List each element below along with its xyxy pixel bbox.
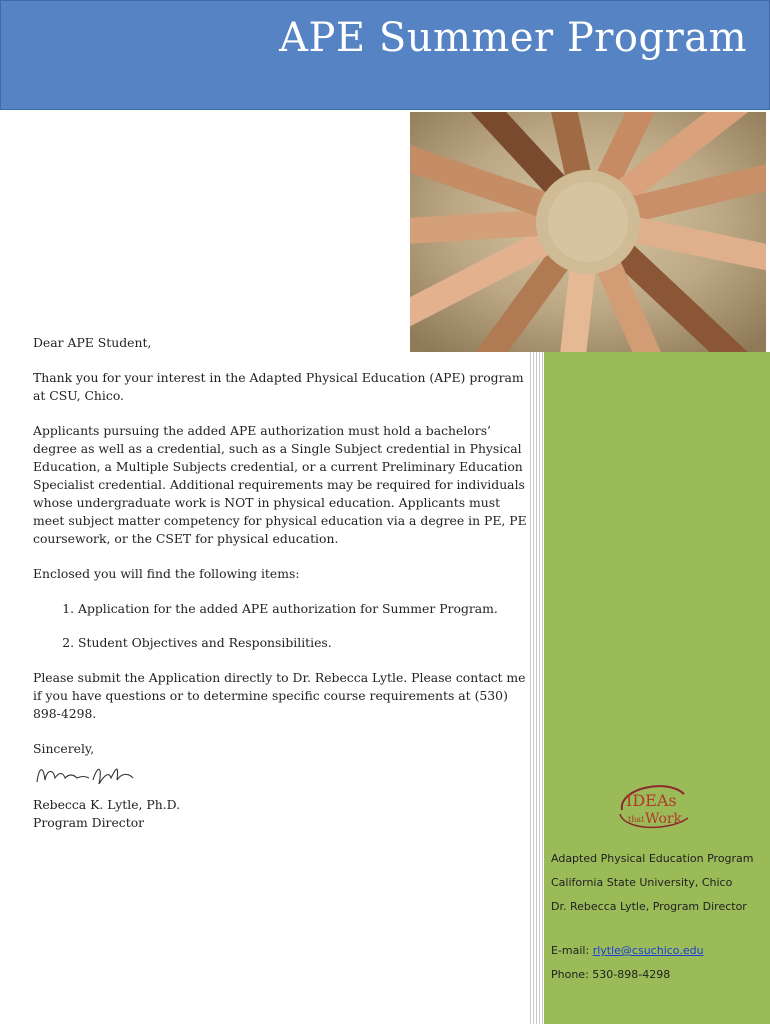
list-item: 1. Application for the added APE authorization for Summer Program. <box>78 600 529 618</box>
logo-line2: Work <box>645 811 683 827</box>
header-banner <box>0 0 770 110</box>
closing: Sincerely, <box>33 741 95 756</box>
ideas-logo-icon <box>608 780 698 832</box>
ideas-that-work-logo <box>608 780 698 832</box>
program-name: Adapted Physical Education Program <box>551 852 754 865</box>
sidebar-divider <box>530 352 544 1024</box>
page-title: APE Summer Program <box>279 15 747 61</box>
letter-body <box>33 334 529 832</box>
enclosed-items-list <box>78 600 529 652</box>
contact-info <box>551 852 766 992</box>
salutation: Dear APE Student, <box>33 335 152 350</box>
signature-block <box>33 796 529 832</box>
signer-title: Program Director <box>33 815 145 830</box>
director-name: Dr. Rebecca Lytle, Program Director <box>551 900 747 913</box>
email-link[interactable]: rlytle@csuchico.edu <box>592 944 704 957</box>
university-name: California State University, Chico <box>551 876 733 889</box>
paragraph-contact: Please submit the Application directly to Dr. Rebecca Lytle. Please contact me if you have questions or to determine specific course requirements at (530) 898-4298. <box>33 670 526 721</box>
hands-circle-in-sand-photo-icon <box>410 112 766 352</box>
hands-circle-photo <box>410 112 766 352</box>
logo-line1: IDEAs <box>626 791 677 810</box>
signature-icon <box>33 758 143 792</box>
email-line <box>551 944 766 968</box>
logo-line2-small: that <box>628 815 645 824</box>
paragraph-enclosed: Enclosed you will find the following items: <box>33 566 300 581</box>
paragraph-requirements: Applicants pursuing the added APE authorization must hold a bachelors’ degree as well as a credential, such as a Single Subject credential in Physical Education, a Multiple Subjects credential, or a current Preliminary Education Specialist credential. Additional requirements may be required for individuals whose undergraduate work is NOT in physical education. Applicants must meet subject matter competency for physical education via a degree in PE, PE coursework, or the CSET for physical education. <box>33 423 527 546</box>
phone-number: Phone: 530-898-4298 <box>551 968 671 981</box>
email-label: E-mail: <box>551 944 593 957</box>
paragraph-intro: Thank you for your interest in the Adapted Physical Education (APE) program at CSU, Chico. <box>33 370 524 403</box>
list-item: 2. Student Objectives and Responsibilities. <box>78 634 529 652</box>
signer-name: Rebecca K. Lytle, Ph.D. <box>33 797 181 812</box>
